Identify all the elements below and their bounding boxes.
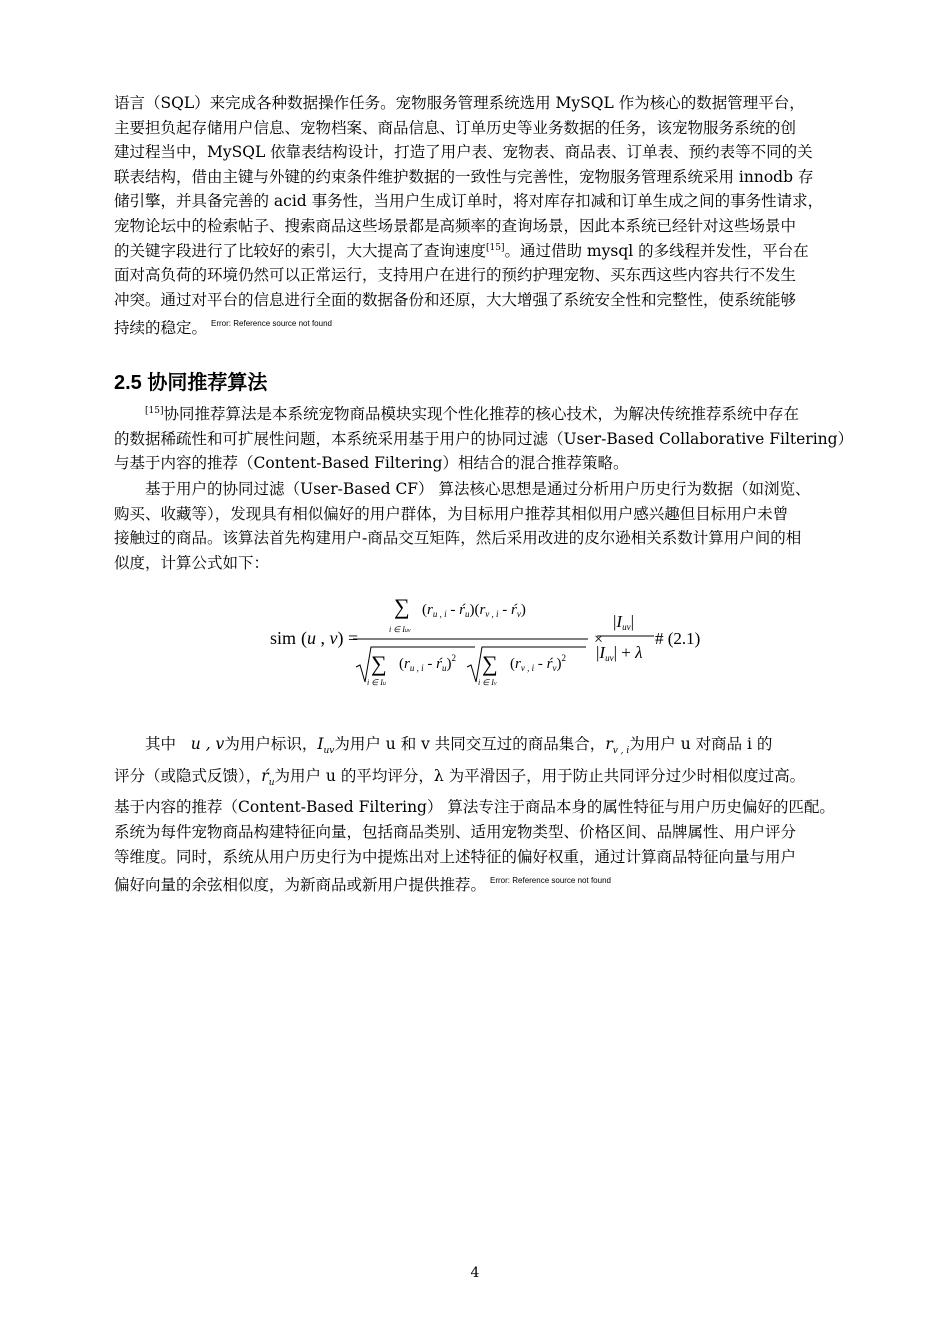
- text-line: 面对高负荷的环境仍然可以正常运行，支持用户在进行的预约护理宠物、买东西这些内容共行不发生: [114, 266, 797, 285]
- text-line: 与基于内容的推荐（Content-Based Filtering）相结合的混合推荐策略。: [114, 454, 629, 473]
- text-line: 宠物论坛中的检索帖子、搜索商品这些场景都是高频率的查询场景，因此本系统已经针对这些场景中: [114, 216, 797, 235]
- formula-number: # (2.1): [655, 629, 701, 648]
- citation-ref: [15]: [486, 242, 505, 253]
- formula-sim-label: sim: [270, 628, 297, 648]
- text-segment: 为用户标识，: [224, 735, 318, 753]
- text-segment: 的关键字段进行了比较好的索引，大大提高了查询速度: [114, 241, 487, 260]
- second-numerator: |Iuv|: [613, 612, 634, 632]
- text-line: 基于用户的协同过滤（User-Based CF） 算法核心思想是通过分析用户历史行为数据（如浏览、: [145, 480, 811, 498]
- text-segment: 为用户 u 对商品 i 的: [629, 735, 773, 753]
- page-number: 4: [470, 1265, 480, 1281]
- sum-subscript: i ∈ Iu: [367, 678, 386, 687]
- similarity-formula: [270, 592, 730, 692]
- math-rvi: $r_{v , i}$: [605, 735, 630, 757]
- times-sign: ×: [594, 631, 604, 648]
- formula-lhs-args: (u , v) =: [301, 628, 359, 648]
- text-segment: 偏好向量的余弦相似度，为新商品或新用户提供推荐。: [114, 876, 487, 895]
- text-line: 基于内容的推荐（Content-Based Filtering） 算法专注于商品本身的属性特征与用户历史偏好的匹配。: [114, 798, 835, 817]
- text-line: 冲突。通过对平台的信息进行全面的数据备份和还原，大大增强了系统安全性和完整性，使系统能够: [114, 290, 797, 309]
- text-line: 储引擎，并具备完善的 acid 事务性，当用户生成订单时，将对库存扣减和订单生成之间的事务性请求，: [114, 192, 824, 211]
- text-line: [114, 732, 864, 764]
- section-heading: 2.5 协同推荐算法: [114, 372, 268, 394]
- error-reference: Error: Reference source not found: [211, 319, 332, 329]
- citation-ref: [15]: [145, 405, 164, 416]
- math-ru-mean: $ŕ_u$: [261, 766, 275, 788]
- paragraph-2: [114, 477, 864, 575]
- text-segment: 为用户 u 和 v 共同交互过的商品集合，: [334, 735, 606, 753]
- text-line: 似度，计算公式如下：: [114, 553, 270, 572]
- paragraph-3: [114, 732, 864, 898]
- math-Iuv: $I_{uv}$: [317, 735, 335, 757]
- text-line: 建过程当中，MySQL 依靠表结构设计，打造了用户表、宠物表、商品表、订单表、预约表等不同的关: [114, 143, 813, 162]
- text-line: 语言（SQL）来完成各种数据操作任务。宠物服务管理系统选用 MySQL 作为核心的数据管理平台，: [114, 94, 805, 112]
- numerator-terms: ($r_{u , i}$ - $ŕ_u)(r_{v , i}$ - $ŕ_v$): [422, 602, 526, 619]
- text-line: 系统为每件宠物商品构建特征向量，包括商品类别、适用宠物类型、价格区间、品牌属性、用户评分: [114, 822, 797, 841]
- text-line: [114, 869, 864, 898]
- math-uv: u , v: [190, 735, 225, 753]
- text-line: [114, 312, 864, 341]
- error-reference: Error: Reference source not found: [490, 876, 611, 886]
- sum-symbol: ∑: [394, 594, 410, 619]
- sum-subscript: i ∈ Iv: [478, 678, 497, 687]
- text-segment: 为用户 u 的平均评分，λ 为平滑因子，用于防止共同评分过少时相似度过高。: [274, 766, 806, 785]
- text-line: [114, 764, 864, 796]
- text-line: 接触过的商品。该算法首先构建用户-商品交互矩阵，然后采用改进的皮尔逊相关系数计算用户间的相: [114, 529, 802, 548]
- sum-subscript: i ∈ Iuv: [389, 625, 411, 634]
- text-segment: 持续的稳定。: [114, 319, 208, 338]
- text-line: 联表结构，借由主键与外键的约束条件维护数据的一致性与完善性，宠物服务管理系统采用 innodb 存: [114, 167, 814, 186]
- intro-paragraph: [114, 91, 864, 341]
- sum-symbol: ∑: [482, 651, 498, 676]
- text-line: 的数据稀疏性和可扩展性问题，本系统采用基于用户的协同过滤（User-Based Collaborative Filtering）: [114, 429, 854, 448]
- text-line: 购买、收藏等），发现具有相似偏好的用户群体，为目标用户推荐其相似用户感兴趣但目标用户未曾: [114, 504, 789, 523]
- denominator-term-u: ($r_{u , i}$ - $ŕ_u)^2$: [399, 653, 456, 673]
- text-segment: 协同推荐算法是本系统宠物商品模块实现个性化推荐的核心技术，为解决传统推荐系统中存在: [163, 405, 799, 423]
- denominator-term-v: ($r_{v , i}$ - $ŕ_v)^2$: [510, 653, 566, 673]
- text-line: 主要担负起存储用户信息、宠物档案、商品信息、订单历史等业务数据的任务，该宠物服务系统的创: [114, 118, 797, 137]
- paragraph-1: [114, 402, 864, 476]
- text-line: [114, 239, 864, 264]
- text-segment: 。通过借助 mysql 的多线程并发性，平台在: [504, 241, 809, 260]
- text-segment: 评分（或隐式反馈），: [114, 766, 262, 785]
- text-segment: 其中: [145, 735, 177, 753]
- second-denominator: |Iuv| + λ: [596, 643, 643, 663]
- text-line: 等维度。同时，系统从用户历史行为中提炼出对上述特征的偏好权重，通过计算商品特征向量与用户: [114, 847, 797, 866]
- text-line: [114, 402, 864, 427]
- sum-symbol: ∑: [371, 651, 387, 676]
